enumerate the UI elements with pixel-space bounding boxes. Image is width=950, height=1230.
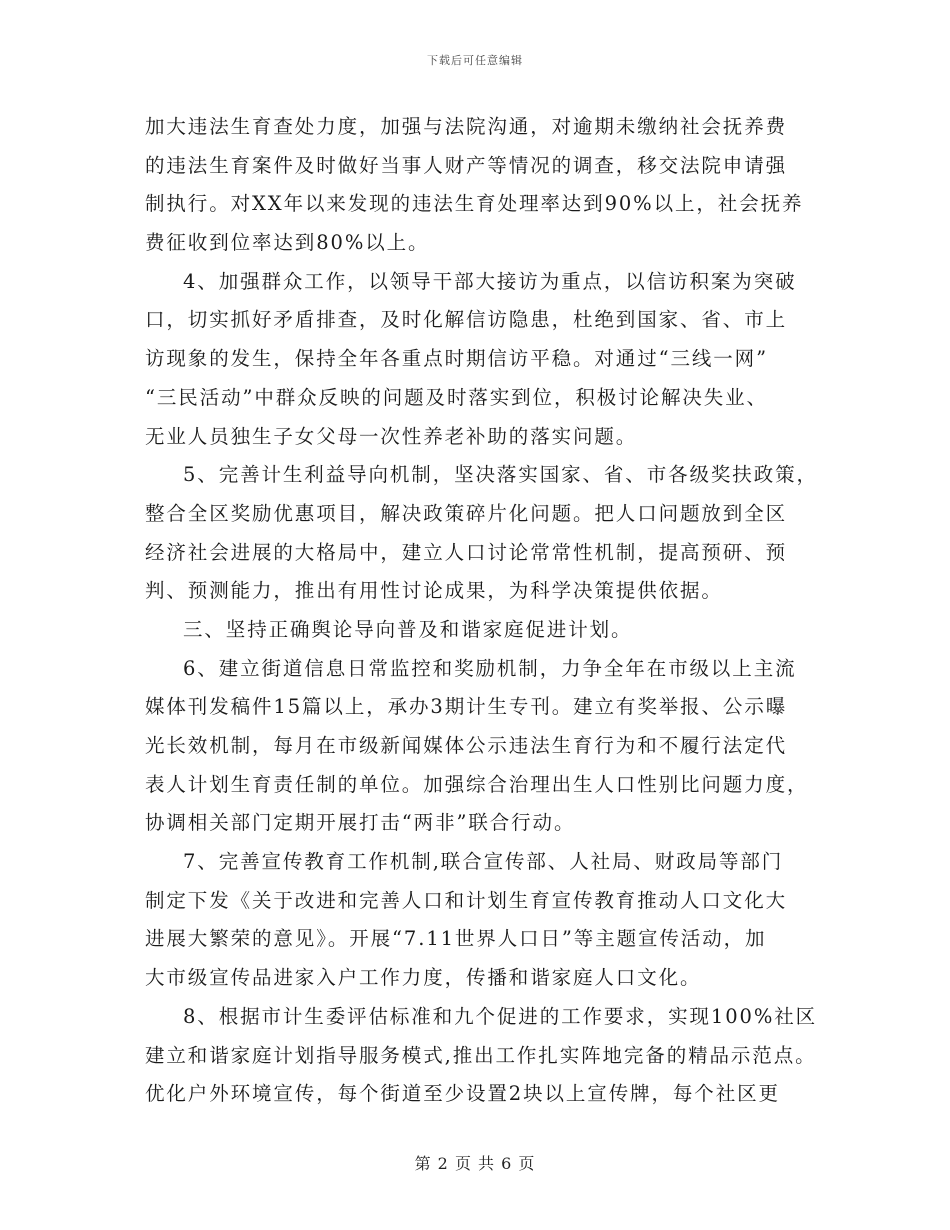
text-line: 的违法生育案件及时做好当事人财产等情况的调查，移交法院申请强: [145, 153, 788, 177]
text-line: 表人计划生育责任制的单位。加强综合治理出生人口性别比问题力度，: [145, 772, 809, 796]
text-line: 媒体刊发稿件15篇以上，承办3期计生专刊。建立有奖举报、公示曝: [145, 695, 788, 719]
text-line: 进展大繁荣的意见》。开展“7.11世界人口日”等主题宣传活动，加: [145, 927, 767, 951]
text-line: 大市级宣传品进家入户工作力度，传播和谐家庭人口文化。: [145, 966, 702, 990]
text-line: 费征收到位率达到80%以上。: [145, 231, 430, 255]
text-line: 光长效机制，每月在市级新闻媒体公示违法生育行为和不履行法定代: [145, 734, 788, 757]
page-number-footer: 第 2 页 共 6 页: [414, 1154, 536, 1173]
page-header-note: 下载后可任意编辑: [427, 54, 523, 67]
text-line: 6、建立街道信息日常监控和奖励机制，力争全年在市级以上主流: [183, 656, 797, 680]
text-line: 无业人员独生子女父母一次性养老补助的落实问题。: [145, 424, 638, 448]
text-line: “三民活动”中群众反映的问题及时落实到位，积极讨论解决失业、: [145, 385, 768, 409]
text-line: 协调相关部门定期开展打击“两非”联合行动。: [145, 811, 576, 835]
text-line: 加大违法生育查处力度，加强与法院沟通，对逾期未缴纳社会抚养费: [145, 115, 788, 138]
text-line: 4、加强群众工作，以领导干部大接访为重点，以信访积案为突破: [183, 269, 797, 293]
text-line: 口，切实抓好矛盾排查，及时化解信访隐患，杜绝到国家、省、市上: [145, 308, 788, 332]
text-line: 三、坚持正确舆论导向普及和谐家庭促进计划。: [183, 617, 633, 641]
document-body: [145, 108, 818, 1114]
text-line: 整合全区奖励优惠项目，解决政策碎片化问题。把人口问题放到全区: [145, 501, 788, 525]
text-line: 经济社会进展的大格局中，建立人口讨论常常性机制，提高预研、预: [145, 540, 788, 564]
text-line: 7、完善宣传教育工作机制,联合宣传部、人社局、财政局等部门: [183, 850, 784, 874]
text-line: 判、预测能力，推出有用性讨论成果，为科学决策提供依据。: [145, 579, 723, 603]
text-line: 访现象的发生，保持全年各重点时期信访平稳。对通过“三线一网”: [145, 347, 768, 371]
text-line: 制执行。对XX年以来发现的违法生育处理率达到90%以上，社会抚养: [145, 192, 804, 216]
text-line: 5、完善计生利益导向机制，坚决落实国家、省、市各级奖扶政策，: [183, 463, 818, 487]
text-line: 优化户外环境宣传，每个街道至少设置2块以上宣传牌，每个社区更: [145, 1082, 780, 1106]
text-line: 8、根据市计生委评估标准和九个促进的工作要求，实现100%社区: [183, 1004, 818, 1028]
text-line: 建立和谐家庭计划指导服务模式,推出工作扎实阵地完备的精品示范点。: [145, 1043, 817, 1067]
text-line: 制定下发《关于改进和完善人口和计划生育宣传教育推动人口文化大: [145, 888, 788, 912]
